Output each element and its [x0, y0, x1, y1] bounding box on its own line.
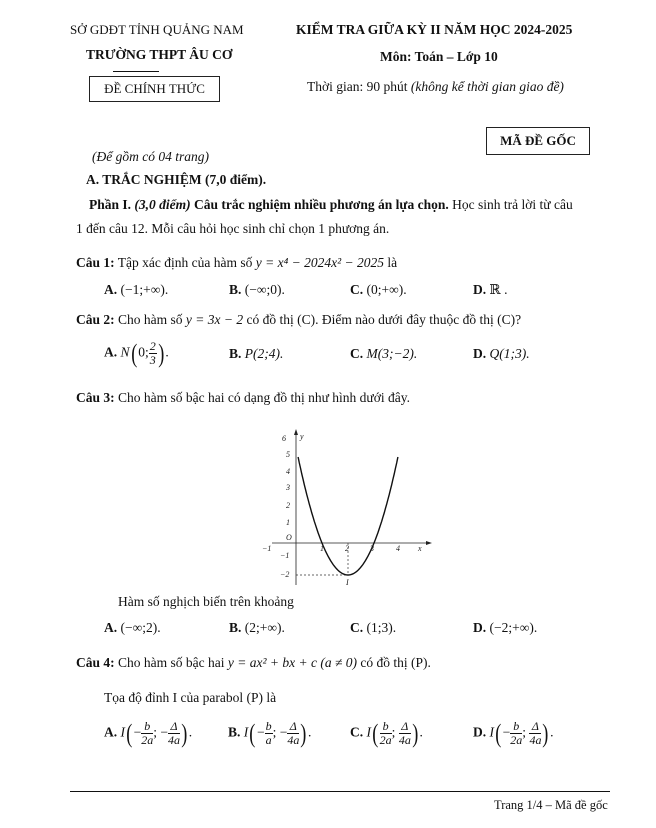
q4-option-b[interactable]: B. I(− $\frac{b}{a}$ ; − $\frac{\Delta}{4a}$ ). — [228, 718, 312, 748]
q1-option-d[interactable]: D. ℝ . — [473, 282, 508, 297]
time-label: Thời gian: 90 phút — [307, 79, 408, 94]
q2-text-1: Cho hàm số — [118, 312, 183, 327]
q3-option-d[interactable]: D. (−2;+∞). — [473, 620, 538, 635]
q1-formula: y = x⁴ − 2024x² − 2025 — [255, 255, 385, 270]
y-axis-arrow — [294, 429, 298, 435]
q3-text: Cho hàm số bậc hai có dạng đồ thị như hình dưới đây. — [118, 390, 410, 405]
q4-option-a[interactable]: A. I(− $\frac{b}{2a}$ ; − $\frac{\Delta}{4a}$ ). — [104, 718, 193, 748]
q2-option-c[interactable]: C. M(3;−2). — [350, 346, 418, 361]
y-tick-1: 1 — [286, 518, 290, 527]
q1-option-b[interactable]: B. (−∞;0). — [229, 282, 285, 297]
x-tick-2: 2 — [345, 544, 349, 553]
part1-text-1: Học sinh trả lời từ câu — [452, 197, 573, 212]
question-4 — [76, 655, 431, 671]
official-label: ĐỀ CHÍNH THỨC — [89, 76, 220, 102]
q3-option-c[interactable]: C. (1;3). — [350, 620, 397, 635]
subject-line: Môn: Toán – Lớp 10 — [380, 49, 498, 64]
q4-question: Tọa độ đỉnh I của parabol (P) là — [104, 690, 277, 705]
header-underline — [113, 71, 159, 72]
q4-text-1: Cho hàm số bậc hai — [118, 655, 225, 670]
parabola-graph — [250, 425, 440, 595]
time-note: (không kể thời gian giao đề) — [410, 79, 564, 94]
part1-bold-text: Câu trắc nghiệm nhiều phương án lựa chọn. — [194, 197, 449, 212]
part1-instructions — [89, 197, 573, 213]
q4-text-2: có đồ thị (P). — [360, 655, 431, 670]
q3-question: Hàm số nghịch biến trên khoảng — [118, 594, 294, 609]
section-a-title: A. TRẮC NGHIỆM (7,0 điểm). — [86, 172, 267, 187]
q2-formula: y = 3x − 2 — [185, 312, 244, 327]
x-tick-4: 4 — [396, 544, 400, 553]
department-name: SỞ GDĐT TỈNH QUẢNG NAM — [70, 22, 244, 37]
question-1 — [76, 255, 397, 271]
exam-code-box: MÃ ĐỀ GỐC — [486, 127, 590, 155]
q1-option-a[interactable]: A. (−1;+∞). — [104, 282, 169, 297]
question-2 — [76, 312, 521, 328]
q4-label: Câu 4: — [76, 655, 115, 670]
y-tick-3: 3 — [286, 483, 290, 492]
y-tick-2: 2 — [286, 501, 290, 510]
q1-option-c[interactable]: C. (0;+∞). — [350, 282, 407, 297]
y-axis-label: y — [300, 432, 304, 441]
x-axis-arrow — [426, 541, 432, 545]
parabola-curve — [298, 457, 398, 575]
q1-tail: là — [387, 255, 398, 270]
footer-page: Trang 1/4 – Mã đề gốc — [494, 798, 608, 812]
q3-option-b[interactable]: B. (2;+∞). — [229, 620, 285, 635]
x-tick-neg1: −1 — [262, 544, 272, 553]
q4-option-c[interactable]: C. I( $\frac{b}{2a}$ ; $\frac{\Delta}{4a}$ ). — [350, 718, 423, 748]
q4-formula: y = ax² + bx + c (a ≠ 0) — [227, 655, 357, 670]
q2-option-b[interactable]: B. P(2;4). — [229, 346, 284, 361]
x-axis-label: x — [418, 544, 422, 553]
pages-note: (Để gồm có 04 trang) — [92, 149, 209, 164]
time-line — [307, 79, 564, 95]
q3-label: Câu 3: — [76, 390, 115, 405]
x-tick-1: 1 — [320, 544, 324, 553]
q3-option-a[interactable]: A. (−∞;2). — [104, 620, 161, 635]
q1-label: Câu 1: — [76, 255, 115, 270]
school-name: TRƯỜNG THPT ÂU CƠ — [86, 47, 233, 62]
vertex-label: I — [346, 578, 349, 587]
part1-label: Phần I. — [89, 197, 132, 212]
q2-option-d[interactable]: D. Q(1;3). — [473, 346, 530, 361]
y-tick-5: 5 — [286, 450, 290, 459]
y-tick-neg2: −2 — [280, 570, 290, 579]
q1-text: Tập xác định của hàm số — [117, 255, 253, 270]
origin-label: O — [286, 533, 292, 542]
y-tick-neg1: −1 — [280, 551, 290, 560]
q2-option-a[interactable]: A. N(0; $\frac{2}{3}$ ). — [104, 338, 169, 368]
footer-rule — [70, 791, 610, 792]
exam-title: KIỂM TRA GIỮA KỲ II NĂM HỌC 2024-2025 — [296, 22, 573, 37]
q2-text-2: có đồ thị (C). Điểm nào dưới đây thuộc đồ thị (C)? — [246, 312, 522, 327]
question-3 — [76, 390, 410, 406]
x-tick-3: 3 — [370, 544, 374, 553]
q2-label: Câu 2: — [76, 312, 115, 327]
part1-points: (3,0 điểm) — [134, 197, 191, 212]
y-tick-4: 4 — [286, 467, 290, 476]
part1-text-2: 1 đến câu 12. Mỗi câu hỏi học sinh chỉ chọn 1 phương án. — [76, 221, 390, 236]
y-tick-6: 6 — [282, 434, 286, 443]
q4-option-d[interactable]: D. I(− $\frac{b}{2a}$ ; $\frac{\Delta}{4a}$ ). — [473, 718, 554, 748]
